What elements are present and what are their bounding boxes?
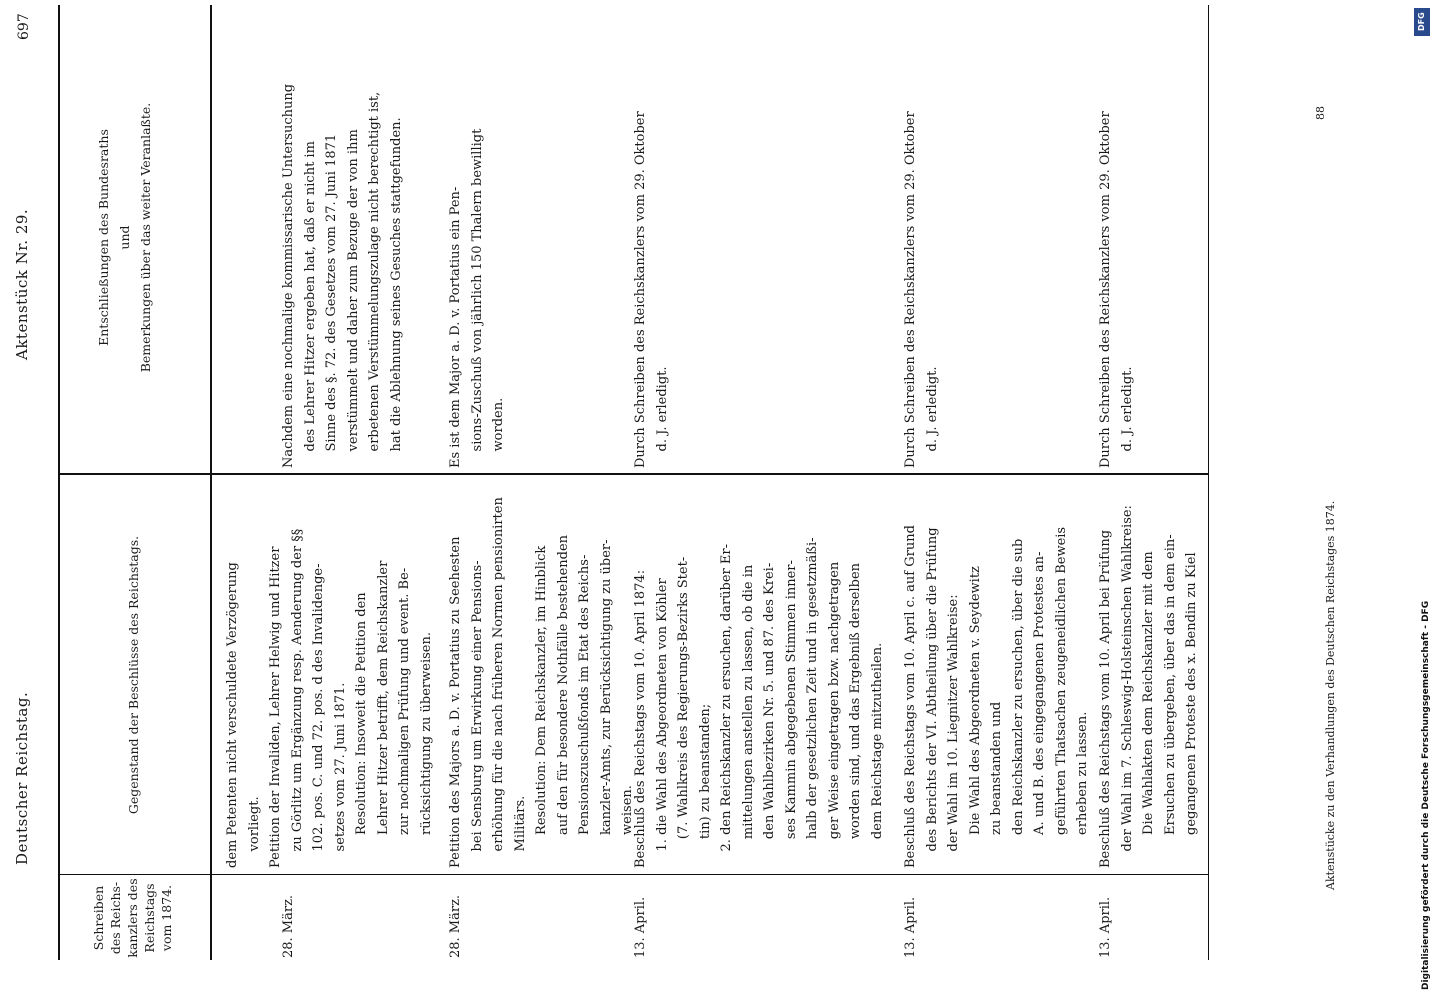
row-subject: Beschluß des Reichstags vom 10. April bei Prüfung der Wahl im 7. Schleswig-Holsteinschen Wahlkreise: Die Wahlakten dem Reichskanzler mit dem Ersuchen zu übergeben, über das in dem ein- gegangenen Proteste des x. Bendin zu Kiel [1098, 505, 1199, 868]
row-remark: Durch Schreiben des Reichskanzlers vom 29. Oktober d. J. erledigt. [1098, 111, 1135, 468]
dfg-logo: DFG [1414, 8, 1430, 36]
table-top-rule [58, 5, 60, 960]
table-header-rule [210, 5, 212, 960]
row-remark: Nachdem eine nochmalige kommissarische Untersuchung des Lehrer Hitzer ergeben hat, daß er nicht im Sinne des §. 72. des Gesetzes vom 27. Juni 1871 verstümmelt und daher zum Bezuge der von ihm erbetenen Verstümmelungszulage nicht berechtigt ist, hat die Ablehnung seines Gesuches stattgefunden. [281, 83, 404, 468]
row-date: 28. März. [448, 894, 463, 958]
row-subject: Beschluß des Reichstags vom 10. April 1874: 1. die Wahl des Abgeordneten von Köhler (7. Wahlkreis des Regierungs-Bezirks Stet- tin) zu beanstanden; 2. den Reichskanzler zu ersuchen, darüber Er- mittelungen anstellen zu lassen, ob die in den Wahlbezirken Nr. 5. und 87. des Krei- ses Kammin abgegebenen Stimmen inner- halb der gesetzlichen Zeit und in gesetzmäßi- ger Weise eingetragen bzw. nachgetragen worden sind, und das Ergebniß derselben dem Reichstage mitzutheilen. [633, 537, 885, 868]
page-footer: Aktenstücke zu den Verhandlungen des Deutschen Reichstages 1874. [1324, 500, 1337, 890]
header-title: Deutscher Reichstag. [13, 691, 31, 865]
digitization-notice: Digitalisierung gefördert durch die Deutsche Forschungsgemeinschaft - DFG [1421, 600, 1431, 990]
column-divider-1 [58, 874, 1208, 875]
column-header-remarks-line2: und [117, 225, 132, 250]
header-document-number: Aktenstück Nr. 29. [13, 208, 31, 360]
signature-mark: 88 [1314, 106, 1327, 120]
column-header-remarks [95, 5, 154, 470]
row-date: 13. April. [633, 896, 648, 958]
table-bottom-rule [1208, 5, 1209, 960]
column-header-subject: Gegenstand der Beschlüsse des Reichstags. [126, 535, 141, 815]
row-date: 28. März. [281, 894, 296, 958]
column-header-remarks-line1: Entschließungen des Bundesraths [96, 129, 111, 346]
page-number: 697 [16, 13, 32, 40]
column-header-date: Schreiben des Reichs-kanzlers des Reichstags vom 1874. [91, 878, 174, 958]
row-date: 13. April. [903, 896, 918, 958]
row-remark: Durch Schreiben des Reichskanzlers vom 29. Oktober d. J. erledigt. [903, 111, 940, 468]
column-header-remarks-line3: Bemerkungen über das weiter Veranlaßte. [138, 102, 153, 373]
row-date: 13. April. [1098, 896, 1113, 958]
row-remark: Durch Schreiben des Reichskanzlers vom 29. Oktober d. J. erledigt. [633, 111, 670, 468]
row-subject: Beschluß des Reichstags vom 10. April c. auf Grund des Berichts der VI. Abtheilung über die Prüfung der Wahl im 10. Liegnitzer Wahlkreise: Die Wahl des Abgeordneten v. Seydewitz zu beanstanden und den Reichskanzler zu ersuchen, über die sub A. und B. des eingegangenen Protestes an- geführten Thatsachen zeugeneidlichen Beweis erheben zu lassen. [903, 525, 1090, 868]
row-subject: dem Petenten nicht verschuldete Verzögerung vorliegt. Petition der Invaliden, Lehrer Helwig und Hitzer zu Görlitz um Ergänzung resp. Aenderung der §§ 102. pos. C. und 72. pos. d des Invalidenge- setzes vom 27. Juni 1871. Resolution: Insoweit die Petition den Lehrer Hitzer betrifft, dem Reichskanzler zur nochmaligen Prüfung und event. Be- rücksichtigung zu überweisen. [225, 528, 434, 868]
column-divider-2 [58, 473, 1208, 475]
row-remark: Es ist dem Major a. D. v. Portatius ein Pen- sions-Zuschuß von jährlich 150 Thalern bewilligt worden. [448, 128, 506, 468]
row-subject: Petition des Majors a. D. v. Portatius zu Seehesten bei Sensburg um Erwirkung einer Pensions- erhöhung für die nach früheren Normen pensionirten Militärs. Resolution: Dem Reichskanzler, im Hinblick auf den für besondere Nothfälle bestehenden Pensionszuschußfonds im Etat des Reichs- kanzler-Amts, zur Berücksichtigung zu über- weisen. [448, 497, 635, 868]
